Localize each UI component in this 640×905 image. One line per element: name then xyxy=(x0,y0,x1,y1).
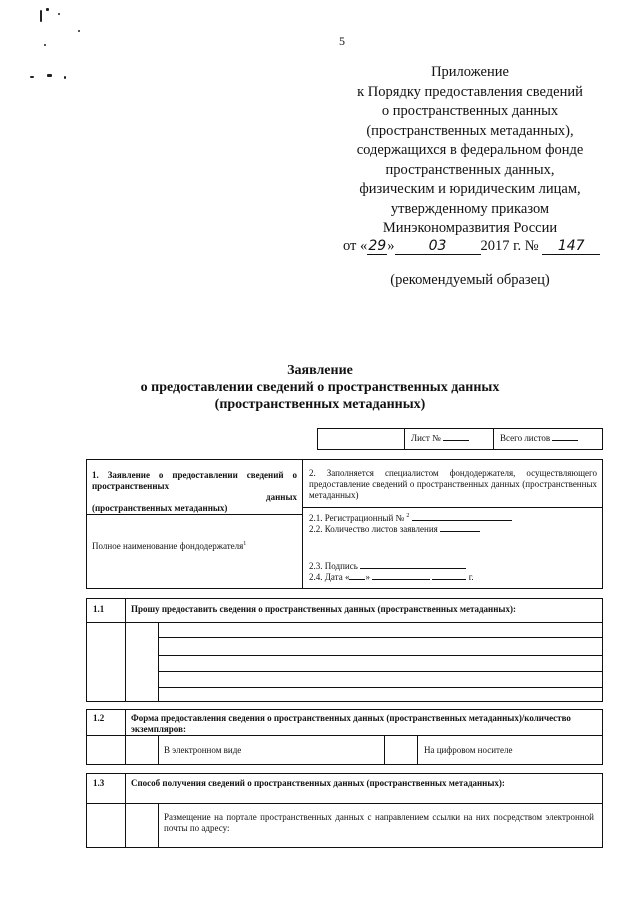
sample-note: (рекомендуемый образец) xyxy=(390,272,550,288)
document-title xyxy=(0,362,640,413)
block-1-1-lines[interactable] xyxy=(159,623,603,702)
order-reference xyxy=(343,238,600,255)
section-2-header: 2. Заполняется специалистом фондодержателя, осуществляющего предоставление сведений о пространственных данных (пространственных метаданных) xyxy=(309,468,597,500)
total-sheets-cell[interactable] xyxy=(494,429,603,450)
annex-line: утвержденному приказом xyxy=(390,200,550,217)
option-electronic: В электронном виде xyxy=(159,736,385,765)
date-field[interactable]: 2.4. Дата « » г. xyxy=(309,572,474,582)
holder-name-label: Полное наименование фондодержателя xyxy=(92,541,244,551)
title-line-1: Заявление xyxy=(287,363,353,378)
signature-field[interactable]: 2.3. Подпись xyxy=(309,561,597,572)
section-1-header: 1. Заявление о предоставлении сведений о пространственных данных (пространственных метаданных) xyxy=(87,460,303,515)
annex-line: о пространственных данных xyxy=(381,103,559,119)
block-1-2-table xyxy=(86,709,603,765)
order-month: 03 xyxy=(395,238,481,255)
total-sheets-label: Всего листов xyxy=(500,433,551,443)
sheet-count-field[interactable]: 2.2. Количество листов заявления xyxy=(309,524,597,535)
block-1-1-table xyxy=(86,598,603,702)
block-1-3-blank xyxy=(87,804,126,848)
annex-line: содержащихся в федеральном фонде xyxy=(356,142,584,158)
block-1-3-title: Способ получения сведений о пространственных данных (пространственных метаданных): xyxy=(126,774,603,804)
checkbox-portal[interactable] xyxy=(126,804,159,848)
block-1-1-checkbox[interactable] xyxy=(126,623,159,702)
title-line-3: (пространственных метаданных) xyxy=(214,397,426,412)
sheet-number-box xyxy=(317,428,603,450)
title-line-2: о предоставлении сведений о пространственных данных xyxy=(140,380,500,395)
page-number: 5 xyxy=(339,34,345,48)
option-digital: На цифровом носителе xyxy=(418,736,603,765)
annex-line: Минэкономразвития России xyxy=(382,220,558,236)
annex-line: к Порядку предоставления сведений xyxy=(357,83,583,100)
checkbox-digital[interactable] xyxy=(385,736,418,765)
annex-line: (пространственных метаданных), xyxy=(366,122,574,139)
annex-line: пространственных данных, xyxy=(385,161,555,178)
annex-block xyxy=(330,63,610,239)
block-1-1-blank xyxy=(87,623,126,702)
section-2-cell xyxy=(303,460,603,589)
order-mid: » xyxy=(387,238,395,254)
block-1-3-table xyxy=(86,773,603,848)
block-1-2-checkbox-electronic-left[interactable] xyxy=(87,736,126,765)
option-portal: Размещение на портале пространственных данных с направлением ссылки на них посредством электронной почты по адресу: xyxy=(159,804,603,848)
block-1-1-title: Прошу предоставить сведения о пространственных данных (пространственных метаданных): xyxy=(126,599,603,623)
order-number: 147 xyxy=(542,238,600,255)
checkbox-electronic[interactable] xyxy=(126,736,159,765)
registration-number-field[interactable]: 2.1. Регистрационный № $^2$ xyxy=(309,511,597,524)
block-1-1-number: 1.1 xyxy=(87,599,126,623)
annex-line: Приложение xyxy=(431,64,509,80)
block-1-3-number: 1.3 xyxy=(87,774,126,804)
sheet-number-cell[interactable] xyxy=(405,429,494,450)
block-1-2-number: 1.2 xyxy=(87,710,126,736)
holder-name-cell[interactable]: Полное наименование фондодержателя$^1$ xyxy=(87,515,303,589)
annex-line: физическим и юридическим лицам, xyxy=(359,181,581,197)
sheet-blank-cell[interactable] xyxy=(318,429,405,450)
sheet-number-label: Лист № xyxy=(411,433,441,443)
order-day: 29 xyxy=(368,238,387,254)
block-1-2-title: Форма предоставления сведения о пространственных данных (пространственных метаданных)/количество экземпляров: xyxy=(126,710,603,736)
sections-1-2-table xyxy=(86,459,603,589)
order-prefix: от « xyxy=(343,238,368,254)
order-year: 2017 г. № xyxy=(480,238,539,254)
